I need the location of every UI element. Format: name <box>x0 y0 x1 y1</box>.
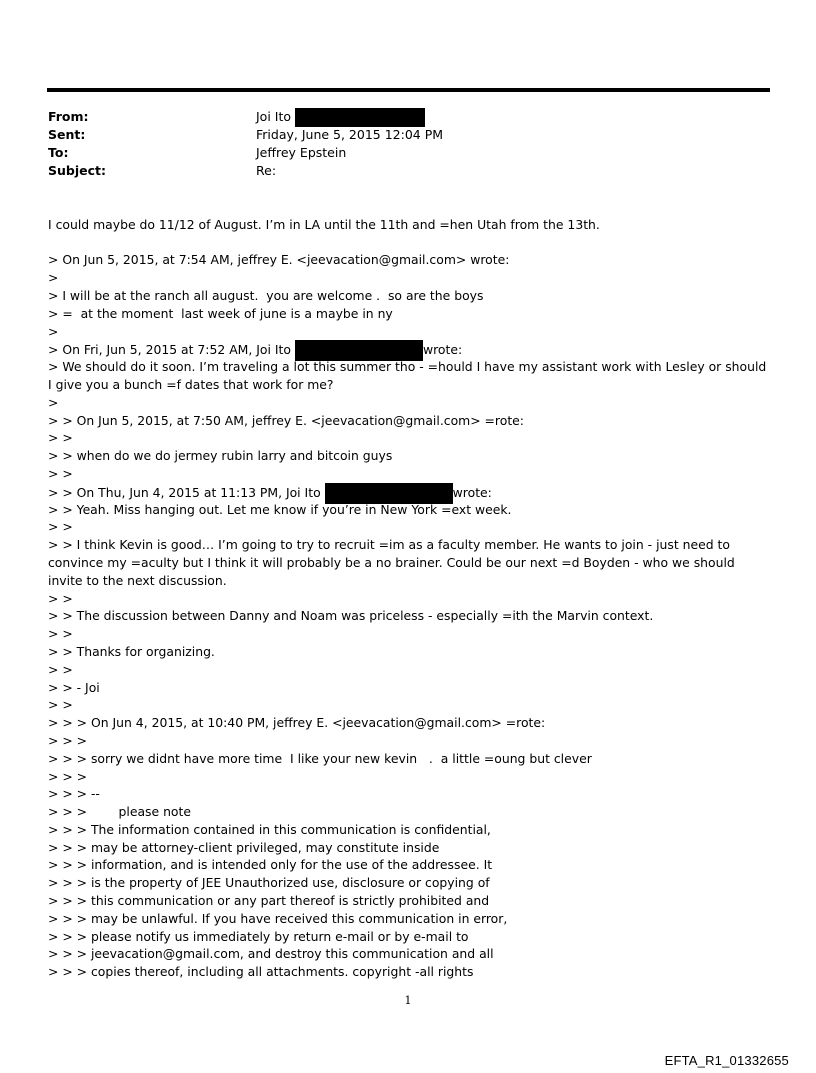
quote-line: > > when do we do jermey rubin larry and bitcoin guys <box>48 448 393 464</box>
email-body <box>48 216 773 981</box>
document-id: EFTA_R1_01332655 <box>664 1053 789 1068</box>
from-value: Joi Ito <box>256 109 292 124</box>
quote-line: > I will be at the ranch all august. you are welcome . so are the boys <box>48 287 484 303</box>
quote-line: > > > jeevacation@gmail.com, and destroy this communication and all <box>48 946 494 962</box>
page-number: 1 <box>404 994 412 1007</box>
quote-line: > > > The information contained in this communication is confidential, <box>48 821 491 837</box>
quote-line <box>48 483 773 501</box>
quote-line: > > > <box>48 732 88 748</box>
quote-line: > = at the moment last week of june is a maybe in ny <box>48 305 393 321</box>
subject-label: Subject: <box>48 163 106 178</box>
subject-row <box>48 162 748 180</box>
email-header <box>48 108 748 180</box>
quote-line: > > > sorry we didnt have more time I like your new kevin . a little =oung but clever <box>48 750 592 766</box>
quote-text: > On Fri, Jun 5, 2015 at 7:52 AM, Joi Ito <box>48 342 291 358</box>
quote-line: > On Jun 5, 2015, at 7:54 AM, jeffrey E. <jeevacation@gmail.com> wrote: <box>48 252 510 268</box>
quote-line: > > The discussion between Danny and Noam was priceless - especially =ith the Marvin context. <box>48 608 654 624</box>
redaction-box <box>295 108 425 127</box>
quote-line: > > - Joi <box>48 679 100 695</box>
quote-line: > > > please notify us immediately by return e-mail or by e-mail to <box>48 928 469 944</box>
quote-paragraph: > We should do it soon. I’m traveling a lot this summer tho - =hould I have my assistant work with Lesley or should I give you a bunch =f dates that work for me? <box>48 359 767 392</box>
quote-line: > > On Jun 5, 2015, at 7:50 AM, jeffrey E. <jeevacation@gmail.com> =rote: <box>48 412 524 428</box>
quote-line <box>48 340 773 358</box>
quote-line: > > > information, and is intended only for the use of the addressee. It <box>48 857 493 873</box>
from-value-wrap <box>256 108 425 126</box>
spacer <box>48 234 773 252</box>
to-row <box>48 144 748 162</box>
to-value: Jeffrey Epstein <box>256 145 347 160</box>
quote-line: > > <box>48 661 73 677</box>
sent-row <box>48 126 748 144</box>
body-line: I could maybe do 11/12 of August. I’m in LA until the 11th and =hen Utah from the 13th. <box>48 217 600 232</box>
sent-value: Friday, June 5, 2015 12:04 PM <box>256 127 444 142</box>
quote-line: > > > -- <box>48 786 100 802</box>
quote-line: > > <box>48 465 73 481</box>
quote-line: > > > may be unlawful. If you have received this communication in error, <box>48 910 508 926</box>
quote-line: > <box>48 270 59 286</box>
quote-text: > > On Thu, Jun 4, 2015 at 11:13 PM, Joi Ito <box>48 484 321 500</box>
quote-text: wrote: <box>422 342 463 358</box>
subject-value: Re: <box>256 163 277 178</box>
quote-line: > > > may be attorney-client privileged, may constitute inside <box>48 839 440 855</box>
quote-text: wrote: <box>452 484 492 500</box>
quote-line: > > <box>48 697 73 713</box>
quote-line: > > > copies thereof, including all attachments. copyright -all rights <box>48 964 474 980</box>
quote-line: > > > <box>48 768 88 784</box>
quote-paragraph: > > I think Kevin is good… I’m going to try to recruit =im as a faculty member. He wants to join - just need to convince my =aculty but I think it will probably be a no brainer. Could be our next =d Boyden - who we should invite to the next discussion. <box>48 537 735 588</box>
quote-line: > > <box>48 519 73 535</box>
quote-line: > > Thanks for organizing. <box>48 643 215 659</box>
sent-label: Sent: <box>48 127 86 142</box>
quote-line: > > > please note <box>48 804 191 820</box>
quote-line: > > > On Jun 4, 2015, at 10:40 PM, jeffrey E. <jeevacation@gmail.com> =rote: <box>48 715 546 731</box>
quote-line: > <box>48 394 59 410</box>
quote-line: > > Yeah. Miss hanging out. Let me know if you’re in New York =ext week. <box>48 501 512 517</box>
quote-line: > <box>48 323 59 339</box>
to-label: To: <box>48 145 69 160</box>
quote-line: > > <box>48 430 73 446</box>
from-label: From: <box>48 109 89 124</box>
quote-line: > > <box>48 626 73 642</box>
quote-line: > > > is the property of JEE Unauthorized use, disclosure or copying of <box>48 875 490 891</box>
quote-line: > > <box>48 590 73 606</box>
from-row <box>48 108 748 126</box>
quote-line: > > > this communication or any part thereof is strictly prohibited and <box>48 893 490 909</box>
header-rule <box>47 88 770 92</box>
